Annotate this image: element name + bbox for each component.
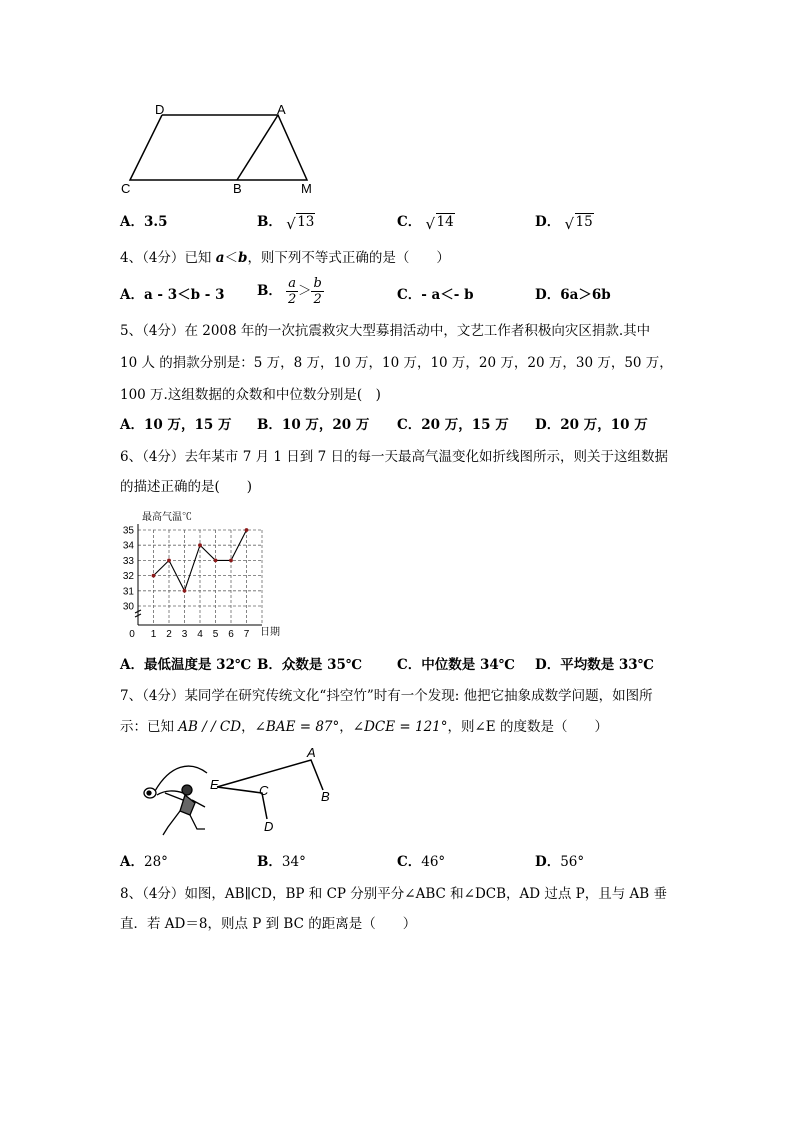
option-value: 3.5	[143, 214, 168, 230]
y-tick-label: 31	[122, 586, 134, 598]
chart-title: 最高气温℃	[142, 512, 192, 523]
x-tick-label: 5	[212, 629, 219, 640]
label-c: C	[259, 783, 269, 798]
data-point	[152, 574, 156, 578]
y-tick-label: 35	[122, 525, 134, 537]
q5-stem-line2: 10 人 的捐款分别是：5 万，8 万，10 万，10 万，10 万，20 万，20 万，30 万，50 万，	[120, 355, 673, 371]
label-d: D	[155, 102, 165, 117]
figure-parallelogram	[115, 100, 325, 200]
x-tick-label: 4	[197, 629, 203, 640]
q5-option-a[interactable]: A．10 万，15 万	[120, 417, 232, 433]
person-drawing	[144, 766, 207, 835]
option-value: 14	[436, 214, 454, 230]
q8-stem-line2: 直．若 AD＝8，则点 P 到 BC 的距离是（ ）	[120, 916, 417, 932]
q3-option-d[interactable]	[535, 212, 594, 232]
x-tick-label: 0	[129, 629, 135, 640]
q6-stem-line1: 6、（4分）去年某市 7 月 1 日到 7 日的每一天最高气温变化如折线图所示，则关于这组数据	[120, 449, 668, 465]
q5-option-b[interactable]: B．10 万，20 万	[257, 417, 370, 433]
q7-stem-line2: 示：已知 AB / / CD，∠BAE = 87°，∠DCE = 121°，则∠E 的度数是（ ）	[120, 719, 608, 735]
y-tick-label: 32	[122, 571, 134, 583]
q3-option-a[interactable]	[120, 212, 167, 232]
y-tick-label: 33	[122, 555, 134, 567]
figure-diabolo	[135, 745, 335, 840]
x-tick-label: 2	[166, 629, 172, 640]
q3-option-b[interactable]	[257, 212, 315, 232]
q5-option-c[interactable]: C．20 万，15 万	[397, 417, 509, 433]
q4-option-b[interactable]: B． $\frac{a}{2}$ ＞ $\frac{b}{2}$	[257, 276, 322, 307]
q4-option-d[interactable]: D．6a＞6b	[535, 287, 611, 303]
y-tick-label: 34	[122, 540, 134, 552]
parallelogram-edges	[130, 115, 307, 180]
x-tick-label: 7	[243, 629, 250, 640]
option-label: C．	[397, 214, 422, 230]
q3-option-c[interactable]	[397, 212, 455, 232]
q4-option-c[interactable]: C．- a＜- b	[397, 287, 474, 303]
q7-option-d[interactable]: D．56°	[535, 854, 585, 870]
label-a: A	[277, 102, 286, 117]
data-point	[198, 543, 202, 547]
temperature-line-chart	[118, 505, 298, 640]
data-point	[229, 559, 233, 563]
q6-stem-line2: 的描述正确的是( )	[120, 479, 253, 495]
fraction: $\frac{a}{2}$	[287, 276, 297, 307]
q6-option-b[interactable]: B．众数是 35℃	[257, 657, 363, 673]
data-point	[183, 589, 187, 593]
q4-stem: 4、（4分）已知 a＜b，则下列不等式正确的是（ ）	[120, 250, 450, 266]
q7-stem-line1: 7、（4分）某同学在研究传统文化“抖空竹”时有一个发现: 他把它抽象成数学问题，如图所	[120, 688, 653, 704]
label-d: D	[264, 819, 274, 834]
chart-xlabel: 日期	[260, 627, 280, 638]
option-label: B．	[257, 214, 282, 230]
fraction: $\frac{b}{2}$	[313, 276, 322, 307]
sqrt-symbol: √ 14	[425, 214, 454, 233]
angle-diagram	[217, 760, 323, 819]
q6-option-c[interactable]: C．中位数是 34℃	[397, 657, 515, 673]
option-value: 13	[297, 214, 315, 230]
data-point	[214, 559, 218, 563]
segment-ab	[237, 115, 278, 180]
sqrt-symbol: √ 13	[286, 214, 315, 233]
x-tick-label: 6	[228, 629, 234, 640]
label-b: B	[233, 181, 242, 196]
label-c: C	[121, 181, 131, 196]
option-label: A．	[120, 214, 144, 230]
data-point	[245, 528, 249, 532]
y-tick-label: 30	[122, 601, 134, 613]
q7-option-b[interactable]: B．34°	[257, 854, 306, 870]
q5-stem-line3: 100 万.这组数据的众数和中位数分别是( )	[120, 387, 381, 403]
q5-option-d[interactable]: D．20 万，10 万	[535, 417, 648, 433]
q6-option-d[interactable]: D．平均数是 33℃	[535, 657, 654, 673]
q5-stem-line1: 5、（4分）在 2008 年的一次抗震救灾大型募捐活动中，文艺工作者积极向灾区捐款.其中	[120, 323, 651, 339]
label-m: M	[301, 181, 312, 196]
q6-option-a[interactable]: A．最低温度是 32℃	[120, 657, 252, 673]
q8-stem-line1: 8、（4分）如图，AB∥CD，BP 和 CP 分别平分∠ABC 和∠DCB，AD 过点 P，且与 AB 垂	[120, 886, 668, 902]
x-tick-label: 1	[150, 629, 157, 640]
label-a: A	[307, 745, 316, 760]
sqrt-symbol: √ 15	[564, 214, 593, 233]
q7-option-c[interactable]: C．46°	[397, 854, 446, 870]
q7-option-a[interactable]: A．28°	[120, 854, 168, 870]
label-e: E	[210, 777, 219, 792]
data-point	[167, 559, 171, 563]
label-b: B	[321, 789, 330, 804]
option-value: 15	[575, 214, 593, 230]
q4-option-a[interactable]: A．a - 3＜b - 3	[120, 287, 225, 303]
x-tick-label: 3	[181, 629, 188, 640]
option-label: D．	[535, 214, 561, 230]
